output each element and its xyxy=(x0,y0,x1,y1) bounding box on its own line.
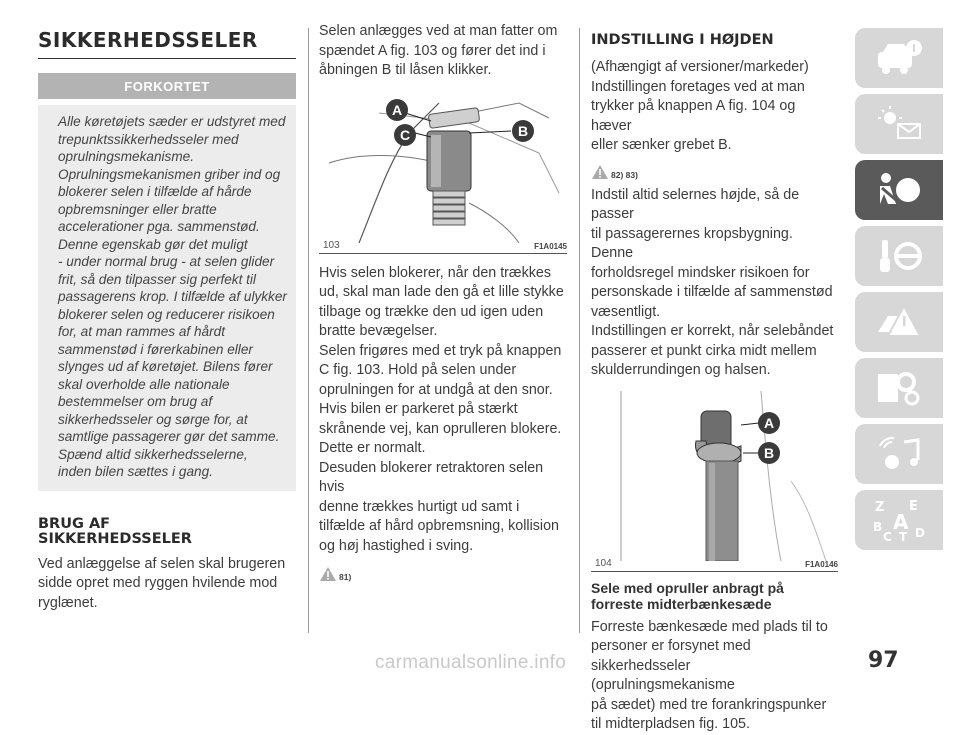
dashboard-lights-icon xyxy=(874,104,924,144)
note-line: slynges ud af køretøjet. Bilens fører xyxy=(58,359,273,374)
figure-label-b: B xyxy=(763,444,775,461)
note-line: skal overholde alle nationale xyxy=(58,376,230,392)
note-line: samtlige passagerer gør det samme. xyxy=(58,429,280,444)
note-line: blokerer selen og reducerer risikoen xyxy=(58,306,275,322)
text-line: Forreste bænkesæde med plads til to xyxy=(591,618,828,635)
warning-ref-text: 81) xyxy=(339,572,352,582)
column-3 xyxy=(591,32,838,735)
airbag-safety-icon xyxy=(874,170,924,210)
sidebar-tab-safety[interactable] xyxy=(855,160,943,220)
text-line: sidde opret med ryggen hvilende mod xyxy=(38,575,278,591)
warning-ref-text: 82) 83) xyxy=(611,169,638,180)
paragraph xyxy=(38,555,296,614)
index-letter: E xyxy=(909,499,918,514)
text-line: forholdsregel mindsker risikoen for xyxy=(591,264,810,281)
text-line: på sædet) med tre forankringspunker xyxy=(591,696,827,713)
figure-code: F1A0145 xyxy=(534,241,567,251)
text-line: Dette er normalt. xyxy=(319,440,426,456)
note-line: sammenstød i førerkabinen eller xyxy=(58,341,253,357)
warning-reference xyxy=(591,164,838,180)
figure-code: F1A0146 xyxy=(805,559,838,569)
text-line: (Afhængigt af versioner/markeder) xyxy=(591,59,809,75)
note-header: FORKORTET xyxy=(38,73,296,99)
section-title-brug xyxy=(38,517,296,547)
warning-triangle-icon xyxy=(591,164,609,180)
index-letter: T xyxy=(899,530,908,543)
note-line: blokerer selen i tilfælde af hårde xyxy=(58,184,252,199)
paragraph xyxy=(319,22,567,81)
index-letter: D xyxy=(915,526,925,540)
multimedia-icon xyxy=(874,434,924,474)
column-2 xyxy=(319,22,567,582)
note-line: bestemmelser om brug af xyxy=(58,394,213,409)
figure-label-a: A xyxy=(391,101,403,118)
note-line: Oprulningsmekanismen griber ind og xyxy=(58,166,281,182)
figure-label-b: B xyxy=(517,122,529,139)
note-line: frit, så den tilpasser sig perfekt til xyxy=(58,271,256,287)
text-line: skrånende vej, kan oprulleren blokere. xyxy=(319,420,562,437)
text-line: trykker på knappen A fig. 104 og hæver xyxy=(591,98,796,134)
height-adjuster-illustration xyxy=(591,391,838,561)
column-1 xyxy=(38,28,296,613)
figure-label-a: A xyxy=(763,414,775,431)
section-title-line: SIKKERHEDSSELER xyxy=(38,530,192,547)
text-line: og høj hastighed i sving. xyxy=(319,537,474,554)
gears-maintenance-icon xyxy=(874,368,924,408)
figure-104 xyxy=(591,391,838,572)
note-line: for, at man rammes af hårdt xyxy=(58,324,225,339)
text-line: tilfælde af hård opbremsning, kollision xyxy=(319,518,559,534)
section-title-height: INDSTILLING I HØJDEN xyxy=(591,32,774,48)
paragraph xyxy=(591,186,838,381)
index-letters-icon xyxy=(869,497,929,543)
page-title: SIKKERHEDSSELER xyxy=(38,28,296,59)
car-info-icon xyxy=(874,38,924,78)
sidebar-tab-index[interactable] xyxy=(855,490,943,550)
text-line: til passagerernes kropsbygning. Denne xyxy=(591,225,793,261)
paragraph xyxy=(591,58,838,156)
sidebar-tab-car-info[interactable] xyxy=(855,28,943,88)
section-title-line: BRUG AF xyxy=(38,515,111,532)
sidebar-tab-multimedia[interactable] xyxy=(855,424,943,484)
chapter-sidebar xyxy=(855,28,943,556)
text-line: Selen frigøres med et tryk på knappen xyxy=(319,342,562,359)
text-line: eller sænker grebet B. xyxy=(591,137,732,153)
subsection-title-line: forreste midterbænkesæde xyxy=(591,595,772,612)
note-line: oprulningsmekanisme. xyxy=(58,149,195,164)
note-line: sikkerhedsseler og sørge for, at xyxy=(58,411,248,427)
note-body xyxy=(38,105,296,491)
text-line: Hvis bilen er parkeret på stærkt xyxy=(319,401,518,417)
subsection-title xyxy=(591,580,838,612)
watermark-text: carmanualsonline.info xyxy=(375,652,567,673)
index-letter: Z xyxy=(875,500,885,515)
text-line: til midterpladsen fig. 105. xyxy=(591,716,750,732)
figure-number: 104 xyxy=(595,557,612,569)
note-line: Spænd altid sikkerhedsselerne, xyxy=(58,446,248,462)
text-line: Ved anlæggelse af selen skal brugeren xyxy=(38,555,286,572)
page-number: 97 xyxy=(868,648,899,673)
text-line: bratte bevægelser. xyxy=(319,323,438,339)
note-line: passagerens krop. I tilfælde af ulykker xyxy=(58,289,287,304)
note-line: opbremsninger eller bratte xyxy=(58,201,217,217)
sidebar-tab-starting[interactable] xyxy=(855,226,943,286)
text-line: Selen anlægges ved at man fatter om xyxy=(319,23,558,39)
text-line: skulderrundingen og halsen. xyxy=(591,362,771,378)
text-line: væsentligt. xyxy=(591,303,661,320)
text-line: tilbage og trække den ud igen uden xyxy=(319,303,544,320)
sidebar-tab-dashboard[interactable] xyxy=(855,94,943,154)
text-line: Hvis selen blokerer, når den trækkes xyxy=(319,264,552,281)
text-line: ryglænet. xyxy=(38,594,98,611)
text-line: Indstil altid selernes højde, så de passer xyxy=(591,186,800,222)
note-line: trepunktssikkerhedsseler med xyxy=(58,131,239,147)
column-divider-1 xyxy=(308,28,309,633)
key-steering-icon xyxy=(874,236,924,276)
text-line: denne trækkes hurtigt ud samt i xyxy=(319,498,520,515)
text-line: Indstillingen er korrekt, når selebåndet xyxy=(591,323,834,339)
text-line: passerer et punkt cirka midt mellem xyxy=(591,342,817,359)
subsection-title-line: Sele med opruller anbragt på xyxy=(591,579,784,596)
figure-label-c: C xyxy=(399,126,411,143)
note-line: inden bilen sættes i gang. xyxy=(58,464,213,479)
sidebar-tab-emergency[interactable] xyxy=(855,292,943,352)
paragraph xyxy=(319,264,567,557)
text-line: ud, skal man lade den gå et lille stykke xyxy=(319,284,564,300)
paragraph xyxy=(591,618,838,735)
column-divider-2 xyxy=(579,28,580,633)
note-line: Alle køretøjets sæder er udstyret med xyxy=(58,114,286,129)
text-line: oprulningen for at undgå at den snor. xyxy=(319,381,553,398)
text-line: personskade i tilfælde af sammenstød xyxy=(591,284,833,300)
note-line: - under normal brug - at selen glider xyxy=(58,254,275,269)
text-line: personer er forsynet med xyxy=(591,638,751,654)
warning-triangle-icon xyxy=(319,566,337,582)
index-letter: C xyxy=(883,530,892,543)
text-line: åbningen B til låsen klikker. xyxy=(319,62,492,78)
figure-103 xyxy=(319,93,567,254)
text-line: C fig. 103. Hold på selen under xyxy=(319,362,517,378)
text-line: sikkerhedsseler (oprulningsmekanisme xyxy=(591,657,735,693)
index-letter: A xyxy=(893,510,909,534)
seatbelt-buckle-illustration xyxy=(319,93,567,243)
index-letter: B xyxy=(873,520,883,534)
note-line: accelerationer pga. sammenstød. xyxy=(58,219,260,234)
figure-number: 103 xyxy=(323,239,340,251)
warning-triangle-icon xyxy=(874,302,924,342)
text-line: Desuden blokerer retraktoren selen hvis xyxy=(319,459,544,495)
text-line: Indstillingen foretages ved at man xyxy=(591,78,805,95)
warning-reference xyxy=(319,566,567,582)
note-line: Denne egenskab gør det muligt xyxy=(58,236,248,252)
sidebar-tab-maintenance[interactable] xyxy=(855,358,943,418)
text-line: spændet A fig. 103 og fører det ind i xyxy=(319,42,546,59)
